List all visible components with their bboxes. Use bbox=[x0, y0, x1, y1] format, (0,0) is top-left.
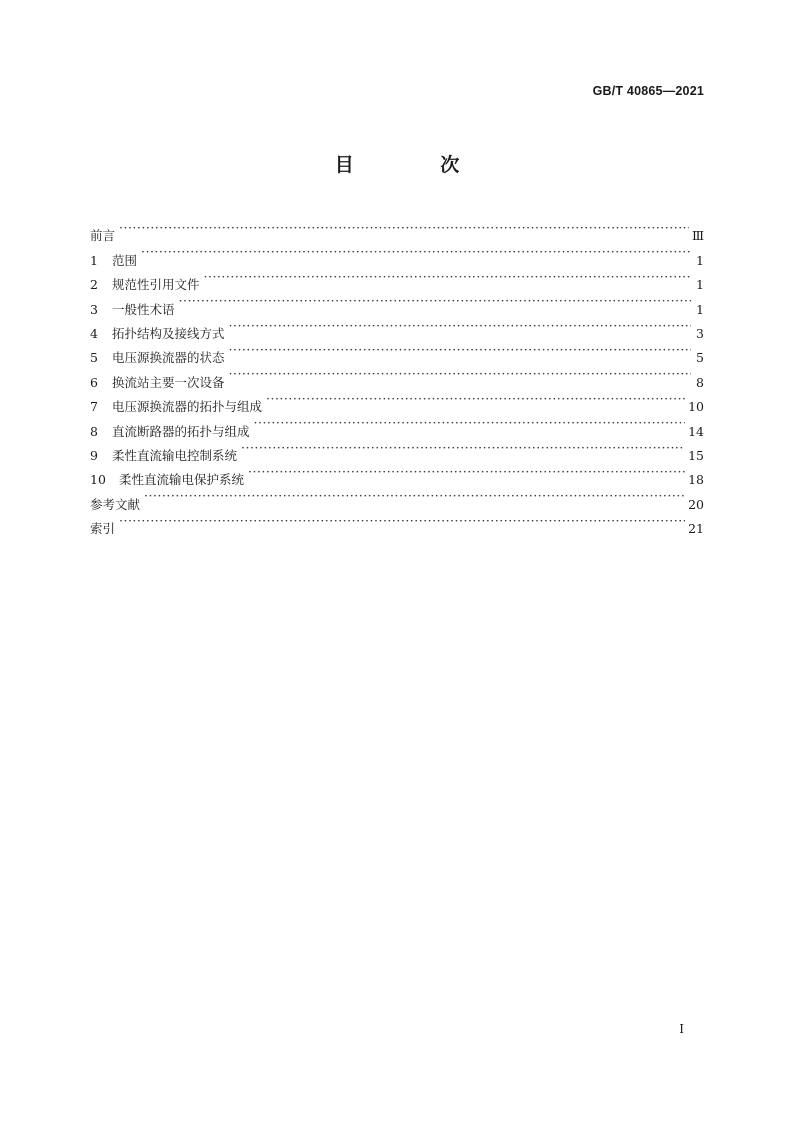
toc-entry-page: 8 bbox=[696, 374, 704, 390]
toc-dot-leader bbox=[266, 387, 685, 411]
standard-number: GB/T 40865—2021 bbox=[592, 84, 704, 98]
toc-entry-page: 1 bbox=[696, 277, 704, 293]
toc-dot-leader bbox=[119, 216, 689, 240]
toc-entry-number: 3 bbox=[90, 301, 98, 317]
toc-dot-leader bbox=[144, 484, 685, 508]
toc-entry-number: 5 bbox=[90, 350, 98, 366]
toc-entry-page: 3 bbox=[696, 325, 704, 341]
toc-dot-leader bbox=[229, 362, 691, 386]
toc-entry-label: 柔性直流输电控制系统 bbox=[112, 447, 238, 463]
toc-entry-number: 6 bbox=[90, 374, 98, 390]
toc-entry-page: 18 bbox=[688, 472, 704, 488]
toc-entry-page: 15 bbox=[688, 447, 704, 463]
toc-entry-4[interactable] bbox=[90, 314, 704, 341]
toc-entry-label: 范围 bbox=[112, 252, 138, 268]
toc-entry-label: 前言 bbox=[90, 228, 116, 244]
toc-entry-page: 1 bbox=[696, 252, 704, 268]
toc-entry-page: 21 bbox=[688, 521, 704, 537]
toc-entry-label: 电压源换流器的状态 bbox=[112, 350, 225, 366]
toc-entry-3[interactable] bbox=[90, 289, 704, 317]
toc-entry-number: 1 bbox=[90, 252, 98, 268]
toc-entry-number: 7 bbox=[90, 399, 98, 415]
toc-dot-leader bbox=[141, 240, 691, 264]
toc-entry-2[interactable] bbox=[90, 265, 704, 293]
toc-dot-leader bbox=[229, 314, 691, 338]
toc-entry-label: 柔性直流输电保护系统 bbox=[119, 472, 245, 488]
toc-entry-number: 2 bbox=[90, 277, 98, 293]
toc-entry-foreword[interactable] bbox=[90, 216, 704, 244]
table-of-contents bbox=[90, 216, 704, 537]
toc-entry-page: Ⅲ bbox=[691, 228, 704, 244]
toc-entry-label: 拓扑结构及接线方式 bbox=[112, 325, 225, 341]
toc-entry-number: 9 bbox=[90, 447, 98, 463]
page-title: 目 次 bbox=[334, 154, 500, 176]
toc-entry-page: 1 bbox=[696, 301, 704, 317]
toc-dot-leader bbox=[204, 265, 691, 289]
toc-entry-label: 一般性术语 bbox=[112, 301, 175, 317]
toc-entry-label: 换流站主要一次设备 bbox=[112, 374, 225, 390]
toc-entry-label: 参考文献 bbox=[90, 496, 141, 512]
toc-entry-label: 电压源换流器的拓扑与组成 bbox=[112, 399, 263, 415]
toc-entry-number: 4 bbox=[90, 325, 98, 341]
toc-entry-page: 5 bbox=[696, 350, 704, 366]
toc-dot-leader bbox=[229, 338, 691, 362]
toc-entry-1[interactable] bbox=[90, 240, 704, 268]
toc-entry-index[interactable] bbox=[90, 509, 704, 537]
toc-entry-label: 直流断路器的拓扑与组成 bbox=[112, 423, 250, 439]
toc-entry-number: 8 bbox=[90, 423, 98, 439]
toc-entry-page: 20 bbox=[688, 496, 704, 512]
toc-dot-leader bbox=[241, 436, 685, 460]
page-number: I bbox=[679, 1022, 684, 1036]
toc-entry-label: 规范性引用文件 bbox=[112, 277, 200, 293]
toc-dot-leader bbox=[119, 509, 685, 533]
toc-dot-leader bbox=[179, 289, 691, 313]
toc-entry-label: 索引 bbox=[90, 521, 116, 537]
toc-entry-page: 10 bbox=[688, 399, 704, 415]
toc-entry-number: 10 bbox=[90, 472, 106, 488]
toc-dot-leader bbox=[254, 411, 686, 435]
toc-entry-bibliography[interactable] bbox=[90, 484, 704, 512]
toc-dot-leader bbox=[248, 460, 685, 484]
toc-entry-page: 14 bbox=[688, 423, 704, 439]
